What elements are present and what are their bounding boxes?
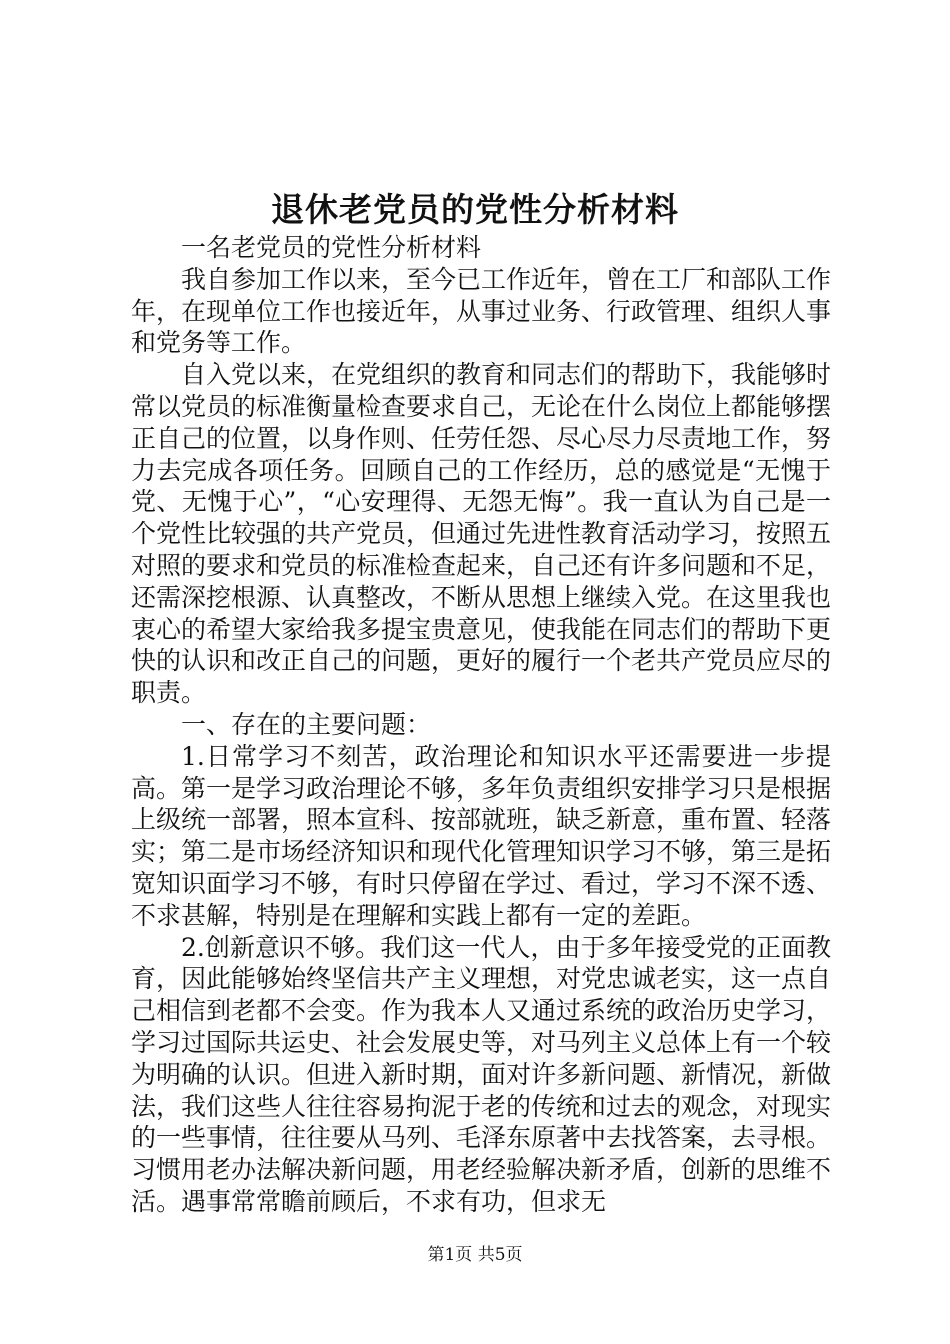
document-title: 退休老党员的党性分析材料 xyxy=(271,190,679,229)
body-paragraph: 1.日常学习不刻苦，政治理论和知识水平还需要进一步提高。第一是学习政治理论不够，多年负责组织安排学习只是根据上级统一部署，照本宣科、按部就班，缺乏新意，重布置、轻落实；第二是市场经济知识和现代化管理知识学习不够，第三是拓宽知识面学习不够，有时只停留在学过、看过，学习不深不透、不求甚解，特别是在理解和实践上都有一定的差距。 xyxy=(131,741,832,930)
body-paragraph: 自入党以来，在党组织的教育和同志们的帮助下，我能够时常以党员的标准衡量检查要求自己，无论在什么岗位上都能够摆正自己的位置，以身作则、任劳任怨、尽心尽力尽责地工作，努力去完成各项任务。回顾自己的工作经历，总的感觉是“无愧于党、无愧于心”，“心安理得、无怨无悔”。我一直认为自己是一个党性比较强的共产党员，但通过先进性教育活动学习，按照五对照的要求和党员的标准检查起来，自己还有许多问题和不足，还需深挖根源、认真整改，不断从思想上继续入党。在这里我也衷心的希望大家给我多提宝贵意见，使我能在同志们的帮助下更快的认识和改正自己的问题，更好的履行一个老共产党员应尽的职责。 xyxy=(131,360,832,708)
section-heading: 一、存在的主要问题： xyxy=(181,709,432,739)
body-paragraph: 我自参加工作以来，至今已工作近年，曾在工厂和部队工作年，在现单位工作也接近年，从事过业务、行政管理、组织人事和党务等工作。 xyxy=(131,264,832,358)
document-body xyxy=(131,232,831,1218)
body-paragraph: 2.创新意识不够。我们这一代人，由于多年接受党的正面教育，因此能够始终坚信共产主义理想，对党忠诚老实，这一点自己相信到老都不会变。作为我本人又通过系统的政治历史学习，学习过国际共运史、社会发展史等，对马列主义总体上有一个较为明确的认识。但进入新时期，面对许多新问题、新情况，新做法，我们这些人往往容易拘泥于老的传统和过去的观念，对现实的一些事情，往往要从马列、毛泽东原著中去找答案，去寻根。习惯用老办法解决新问题，用老经验解决新矛盾，创新的思维不活。遇事常常瞻前顾后，不求有功，但求无 xyxy=(131,932,832,1216)
page-footer: 第1页 共5页 xyxy=(427,1245,523,1265)
subtitle-paragraph: 一名老党员的党性分析材料 xyxy=(181,233,482,262)
